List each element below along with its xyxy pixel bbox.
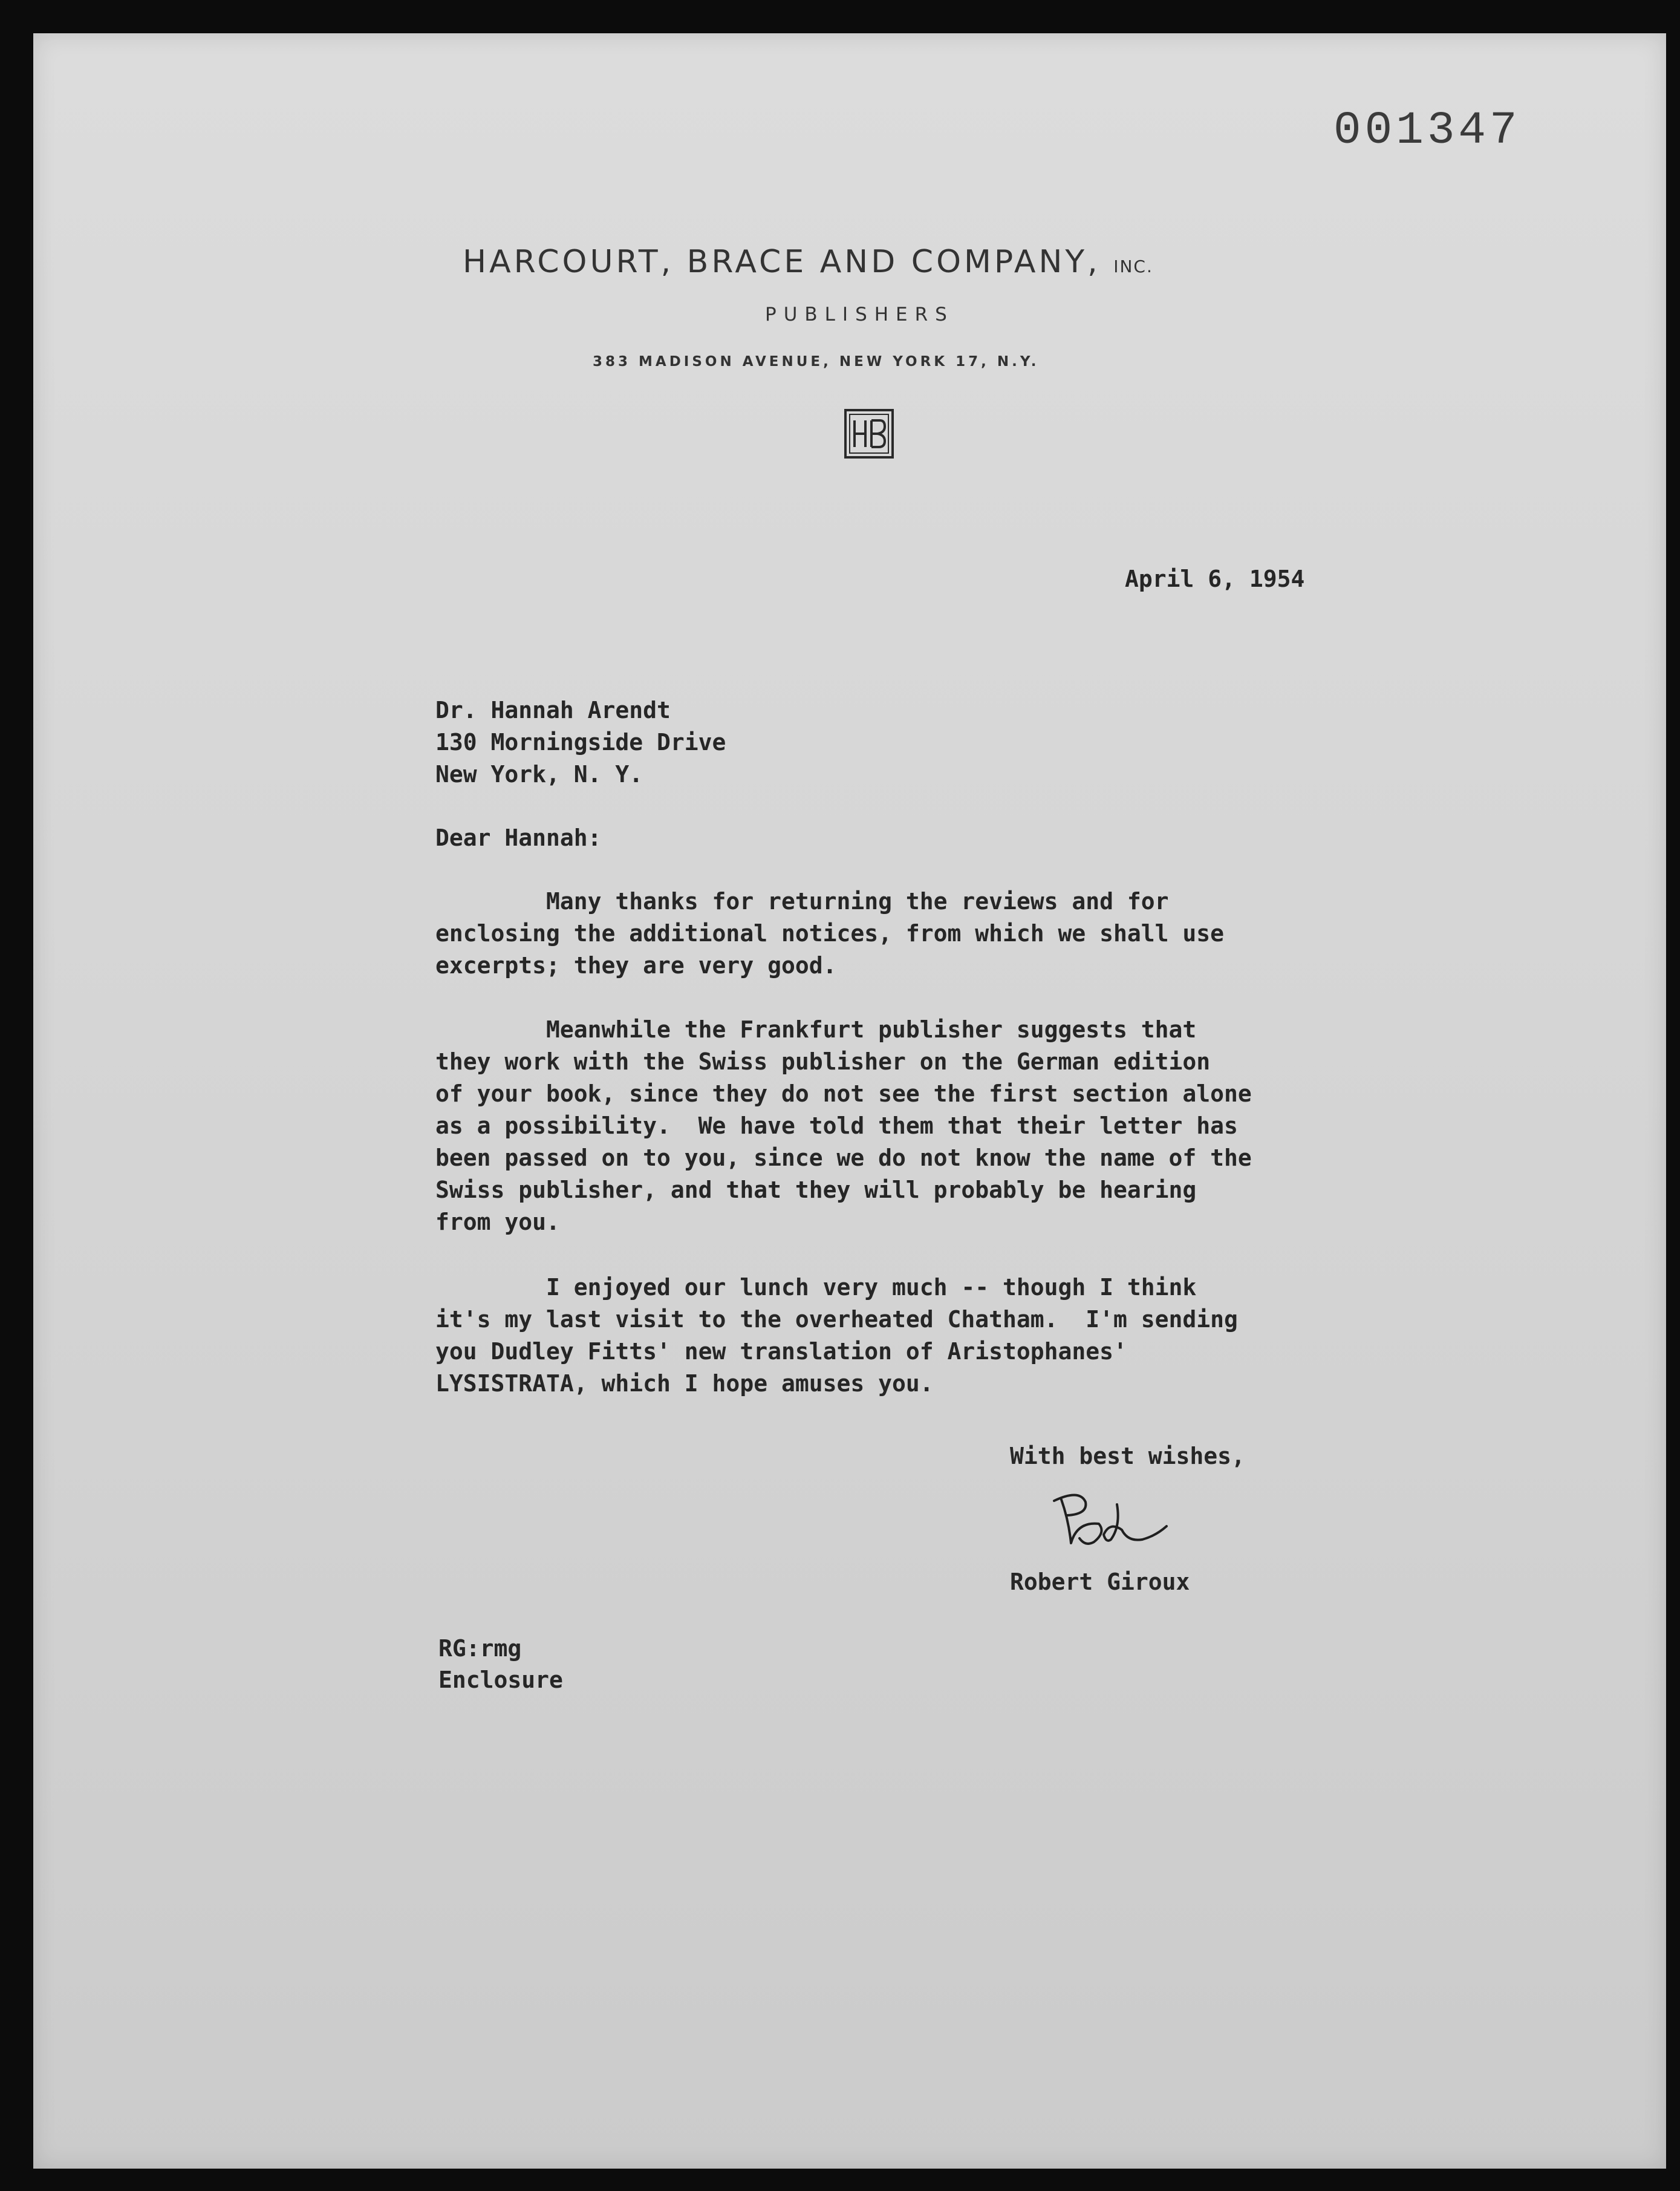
letterhead-subtitle: PUBLISHERS: [765, 304, 954, 325]
letterhead-address: 383 MADISON AVENUE, NEW YORK 17, N.Y.: [593, 354, 1040, 370]
body-line: Swiss publisher, and that they will probably be hearing: [435, 1177, 1197, 1203]
body-line: it's my last visit to the overheated Chatham. I'm sending: [435, 1306, 1238, 1333]
recipient-name: Dr. Hannah Arendt: [435, 697, 671, 723]
body-line: from you.: [435, 1209, 560, 1235]
body-line: excerpts; they are very good.: [435, 952, 837, 979]
body-line: been passed on to you, since we do not know the name of the: [435, 1144, 1252, 1171]
recipient-street: 130 Morningside Drive: [435, 729, 726, 756]
body-line: of your book, since they do not see the first section alone: [435, 1080, 1252, 1107]
body-line: they work with the Swiss publisher on the German edition: [435, 1048, 1211, 1075]
signer-name: Robert Giroux: [1010, 1569, 1190, 1595]
body-line: you Dudley Fitts' new translation of Aristophanes': [435, 1338, 1127, 1365]
document-number: 001347: [1333, 105, 1521, 157]
body-line: as a possibility. We have told them that their letter has: [435, 1112, 1238, 1139]
letterhead-company: [463, 244, 1153, 280]
body-line: LYSISTRATA, which I hope amuses you.: [435, 1370, 934, 1397]
enclosure-note: Enclosure: [438, 1667, 563, 1693]
letter-date: April 6, 1954: [1125, 566, 1305, 592]
typist-initials: RG:rmg: [438, 1635, 522, 1662]
body-line: I enjoyed our lunch very much -- though I think: [435, 1274, 1197, 1301]
recipient-city: New York, N. Y.: [435, 761, 643, 788]
company-suffix: INC.: [1113, 256, 1153, 276]
body-line: Meanwhile the Frankfurt publisher suggests that: [435, 1016, 1197, 1043]
body-line: enclosing the additional notices, from which we shall use: [435, 920, 1225, 947]
company-name: HARCOURT, BRACE AND COMPANY,: [463, 244, 1101, 280]
closing: With best wishes,: [1010, 1443, 1245, 1469]
body-line: Many thanks for returning the reviews and for: [435, 888, 1169, 915]
letter-page: [33, 33, 1666, 2169]
handwritten-signature: [1043, 1484, 1188, 1556]
salutation: Dear Hannah:: [435, 824, 602, 851]
publisher-logo-icon: [844, 408, 894, 459]
